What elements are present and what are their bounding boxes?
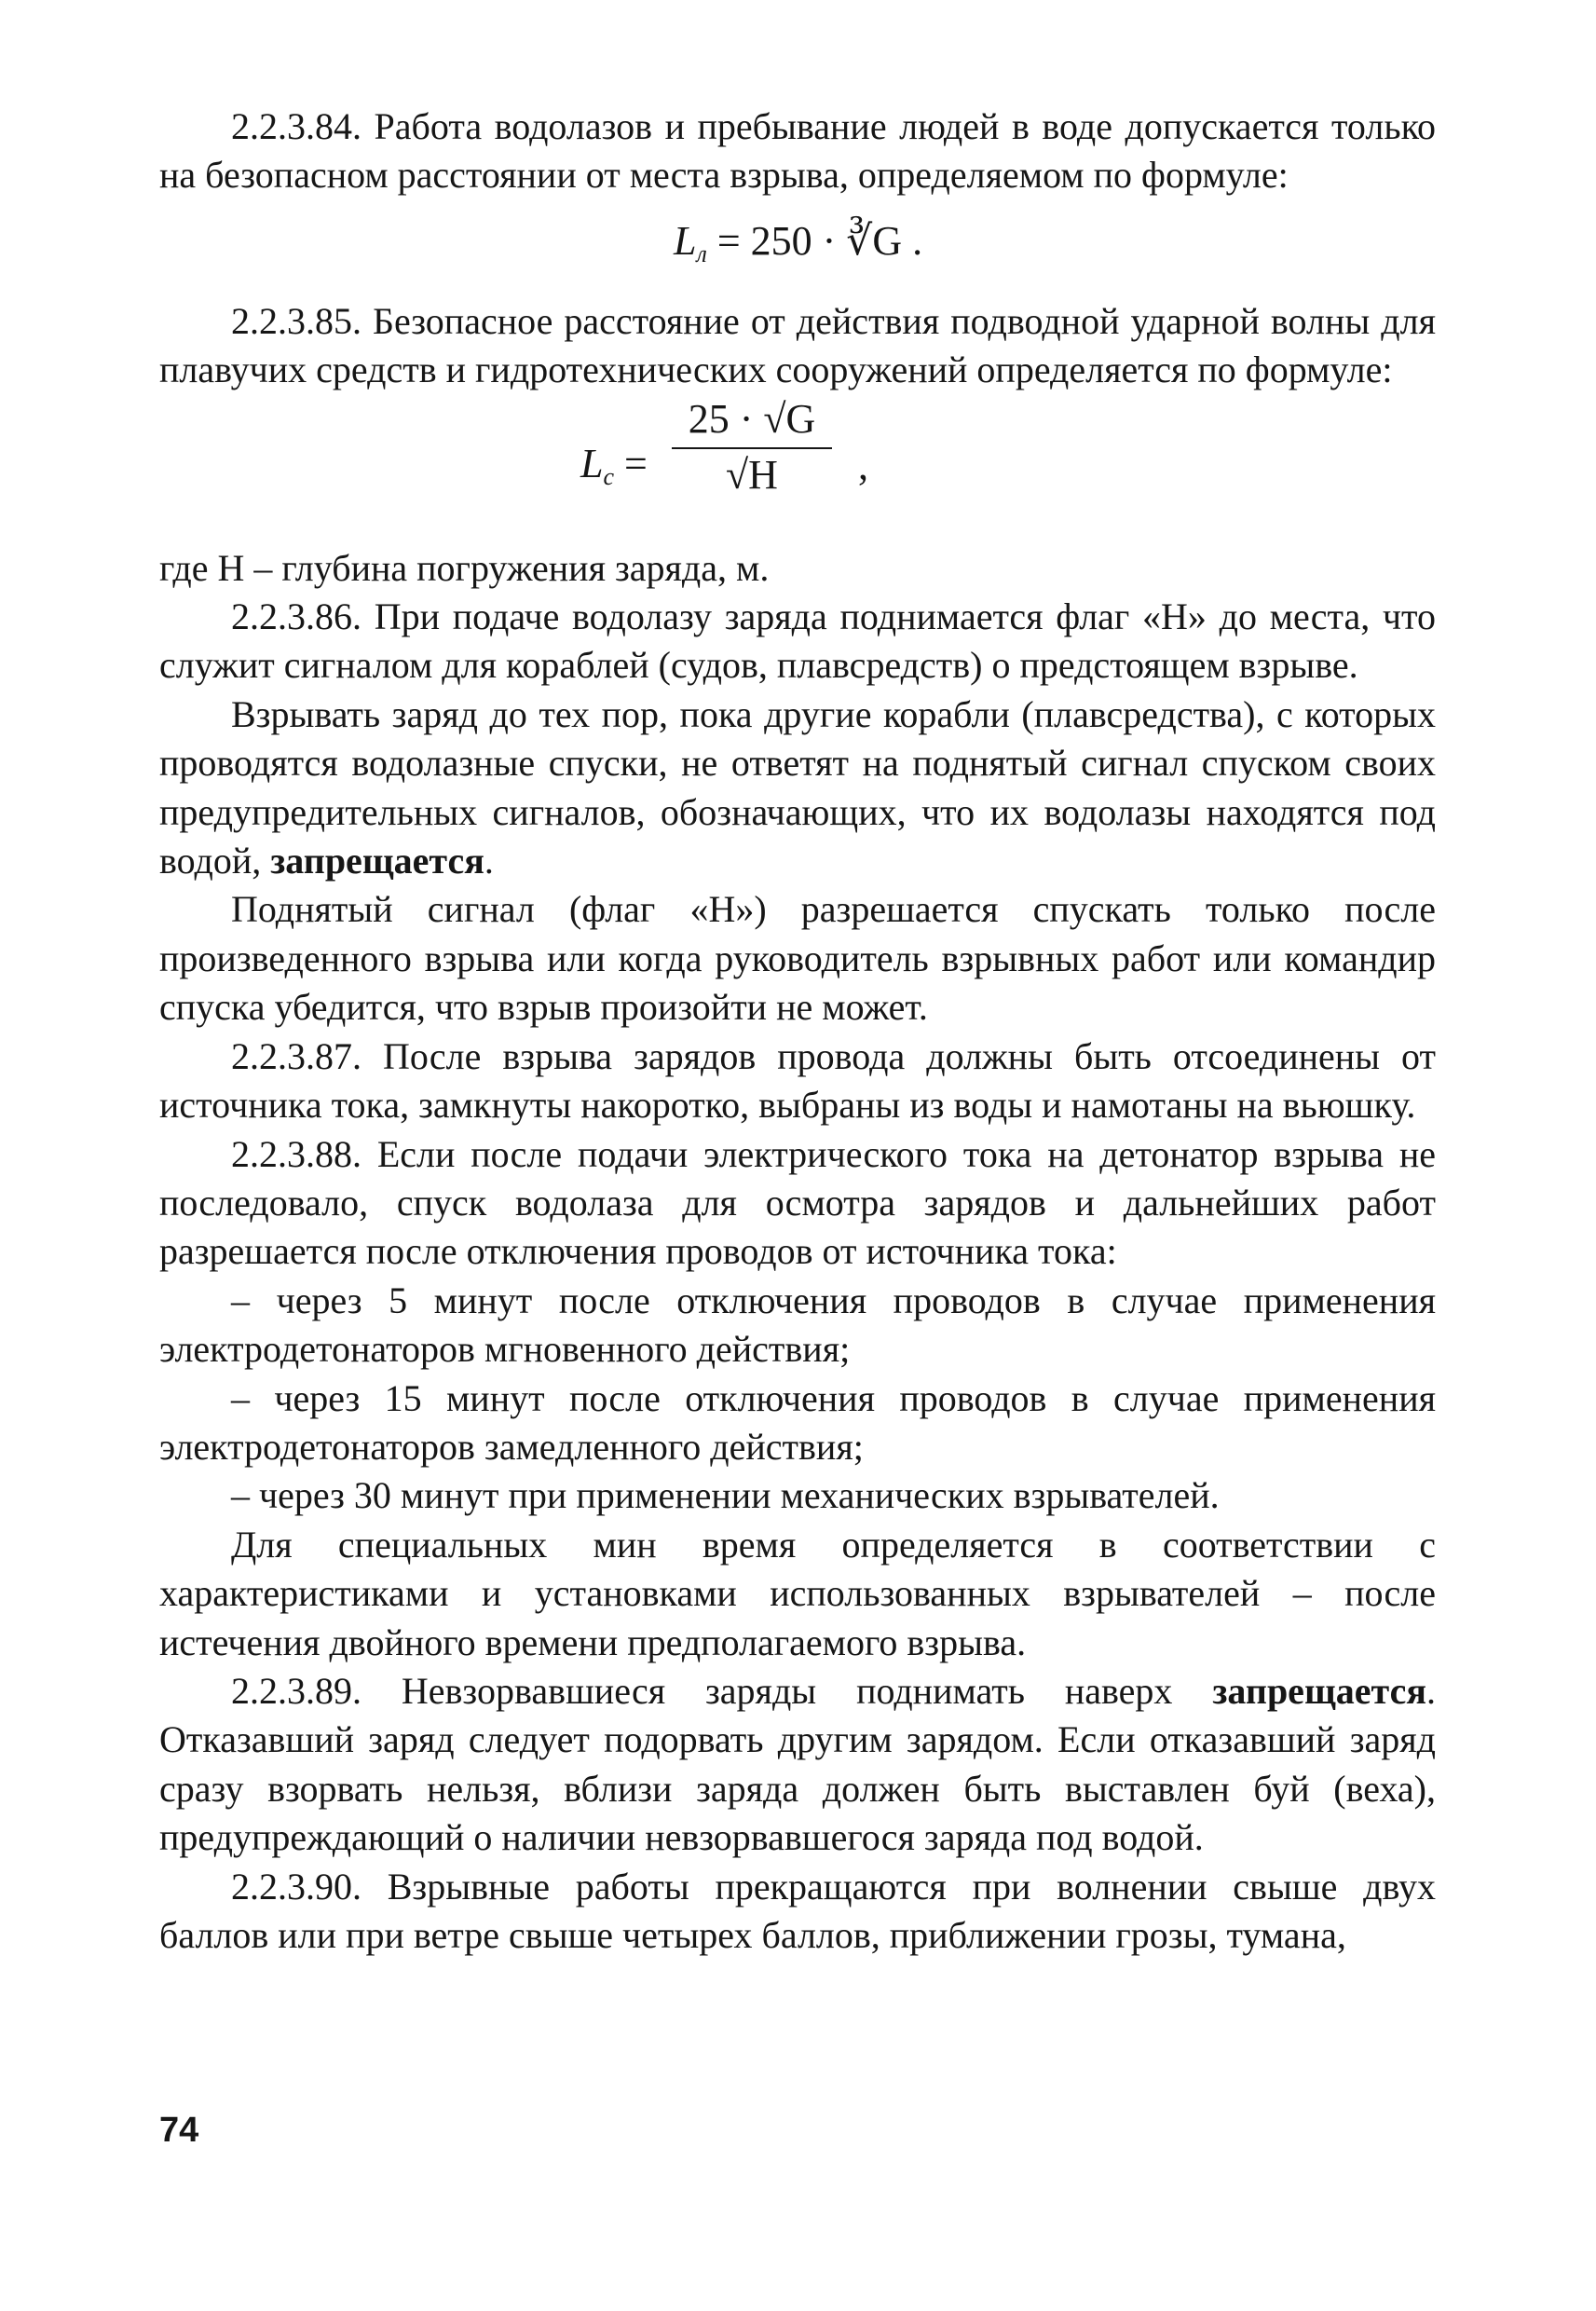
paragraph-2-2-3-85: 2.2.3.85. Безопасное расстояние от действия подводной ударной волны для плавучих средств и гидротехнических сооружений определяется по формуле: — [159, 299, 1436, 391]
paragraph-2-2-3-89-end: . Отказавший заряд следует подорвать другим зарядом. Если отказавший заряд сразу взорвать нельзя, вблизи заряда должен быть выставлен буй (веха), предупреждающий о наличии невзорвавшегося заряда под водой. — [159, 1669, 1436, 1859]
prohibited-emphasis-2: запрещается — [1212, 1669, 1426, 1712]
formula1-lhs: L — [674, 217, 697, 264]
formula1-rhs: = 250 · ∛G . — [716, 217, 923, 264]
formula2-numerator: 25 · √G — [672, 395, 832, 449]
formula-safe-distance-vessels — [159, 395, 1436, 544]
formula2-equals: = — [624, 440, 648, 486]
page-number: 74 — [159, 2111, 199, 2150]
body-text — [159, 103, 1436, 1960]
formula1-subscript: л — [696, 239, 707, 267]
paragraph-blasting-prohibition-end: . — [484, 840, 494, 882]
formula-explanation: где Н – глубина погружения заряда, м. — [159, 546, 770, 589]
paragraph-2-2-3-89-text: 2.2.3.89. Невзорвавшиеся заряды поднимать наверх — [231, 1669, 1213, 1712]
paragraph-blasting-prohibition-text: Взрывать заряд до тех пор, пока другие корабли (плавсредства), с которых проводятся водолазные спуски, не ответят на поднятый сигнал спуском своих предупредительных сигналов, обозначающих, что их водолазы находятся под водой, — [159, 692, 1436, 882]
paragraph-special-mines: Для специальных мин время определяется в соответствии с характеристиками и установками использованных взрывателей – после истечения двойного времени предполагаемого взрыва. — [159, 1523, 1436, 1663]
list-item-5-minutes: – через 5 минут после отключения проводов в случае применения электродетонаторов мгновенного действия; — [159, 1279, 1436, 1371]
paragraph-2-2-3-88: 2.2.3.88. Если после подачи электрического тока на детонатор взрыва не последовало, спуск водолаза для осмотра зарядов и дальнейших работ разрешается после отключения проводов от источника тока: — [159, 1132, 1436, 1273]
formula2-lhs: L — [580, 440, 604, 486]
formula2-comma: , — [858, 442, 868, 488]
paragraph-2-2-3-90: 2.2.3.90. Взрывные работы прекращаются при волнении свыше двух баллов или при ветре свыше четырех баллов, приближении грозы, тумана, — [159, 1865, 1436, 1956]
paragraph-2-2-3-87: 2.2.3.87. После взрыва зарядов провода должны быть отсоединены от источника тока, замкнуты накоротко, выбраны из воды и намотаны на вьюшку. — [159, 1034, 1436, 1127]
paragraph-signal-lowering: Поднятый сигнал (флаг «Н») разрешается спускать только после произведенного взрыва или когда руководитель взрывных работ или командир спуска убедится, что взрыв произойти не может. — [159, 888, 1436, 1029]
formula2-subscript: с — [603, 462, 615, 490]
paragraph-2-2-3-86: 2.2.3.86. При подаче водолазу заряда поднимается флаг «Н» до места, что служит сигналом для кораблей (судов, плавсредств) о предстоящем взрыве. — [159, 595, 1436, 687]
formula2-fraction — [672, 395, 832, 500]
paragraph-2-2-3-89 — [159, 1667, 1436, 1863]
list-item-15-minutes: – через 15 минут после отключения проводов в случае применения электродетонаторов замедленного действия; — [159, 1376, 1436, 1468]
formula2-denominator: √H — [726, 452, 778, 499]
formula-safe-distance-divers — [159, 200, 1436, 297]
list-item-30-minutes: – через 30 минут при применении механических взрывателей. — [231, 1474, 1220, 1517]
paragraph-2-2-3-84: 2.2.3.84. Работа водолазов и пребывание людей в воде допускается только на безопасном расстоянии от места взрыва, определяемом по формуле: — [159, 105, 1436, 197]
prohibited-emphasis: запрещается — [270, 840, 484, 882]
paragraph-blasting-prohibition — [159, 691, 1436, 886]
